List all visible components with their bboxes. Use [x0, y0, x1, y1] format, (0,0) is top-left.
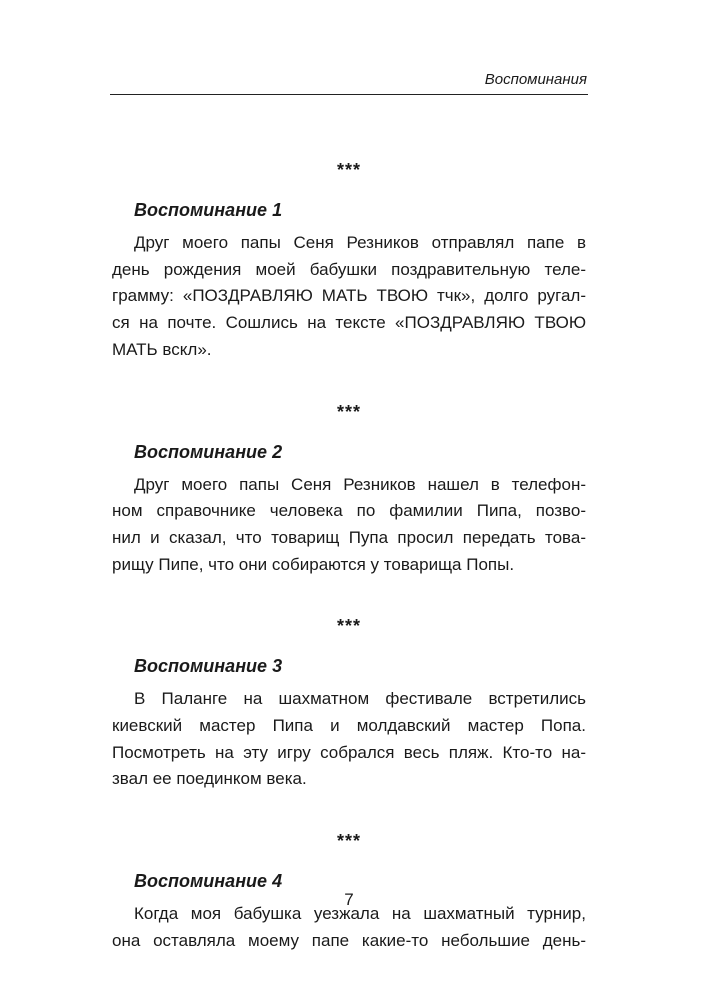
- paragraph-line: день рождения моей бабушки поздравительную теле-: [112, 259, 586, 279]
- paragraph-line: она оставляла моему папе какие-то небольшие день-: [112, 930, 586, 950]
- section-paragraph: [112, 472, 586, 579]
- header-rule: [110, 94, 588, 95]
- page-number: 7: [344, 890, 354, 909]
- section-heading: Воспоминание 1: [134, 200, 283, 220]
- section-separator: ***: [336, 160, 361, 180]
- section-heading: Воспоминание 4: [134, 871, 283, 892]
- paragraph-line: киевский мастер Пипа и молдавский мастер Попа.: [112, 716, 586, 736]
- paragraph-line: Посмотреть на эту игру собрался весь пляж. Кто-то на-: [112, 742, 586, 762]
- section-separator: ***: [336, 831, 361, 852]
- paragraph-line: Друг моего папы Сеня Резников нашел в телефон-: [134, 474, 586, 494]
- section-heading: Воспоминание 2: [134, 441, 283, 462]
- section-paragraph: [112, 230, 586, 364]
- text-column: [112, 158, 586, 955]
- paragraph-line: МАТЬ вскл».: [112, 339, 212, 359]
- paragraph-line: звал ее поединком века.: [112, 769, 307, 789]
- paragraph-line: ся на почте. Сошлись на тексте «ПОЗДРАВЛЯЮ ТВОЮ: [112, 313, 586, 333]
- paragraph-line: рищу Пипе, что они собираются у товарища Попы.: [112, 554, 515, 574]
- paragraph-line: Когда моя бабушка уезжала на шахматный турнир,: [134, 904, 586, 924]
- section-paragraph: [112, 686, 586, 793]
- paragraph-line: Друг моего папы Сеня Резников отправлял папе в: [134, 233, 586, 252]
- section-heading: Воспоминание 3: [134, 656, 283, 677]
- running-head: Воспоминания: [484, 71, 587, 88]
- paragraph-line: нил и сказал, что товарищ Пупа просил передать това-: [112, 527, 586, 547]
- section-separator: ***: [336, 616, 361, 637]
- section-separator: ***: [336, 401, 361, 422]
- paragraph-line: ном справочнике человека по фамилии Пипа, позво-: [112, 501, 586, 521]
- paragraph-line: грамму: «ПОЗДРАВЛЯЮ МАТЬ ТВОЮ тчк», долго ругал-: [112, 286, 586, 306]
- paragraph-line: В Паланге на шахматном фестивале встретились: [134, 689, 586, 709]
